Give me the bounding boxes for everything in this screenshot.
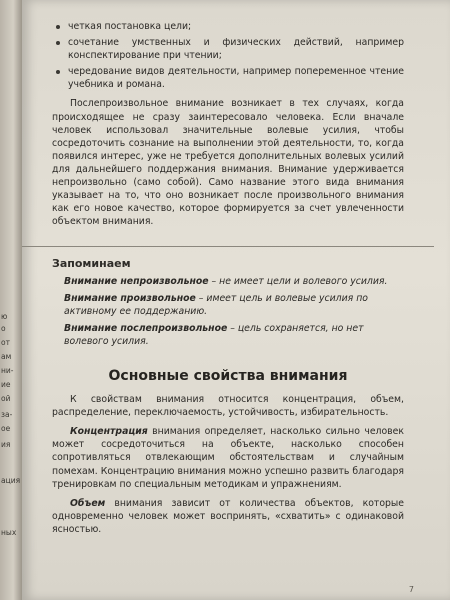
- definition-text: – цель сохраняется, но нет волевого усилия.: [64, 322, 364, 347]
- definition-post-voluntary: [52, 322, 404, 348]
- paragraph-concentration: [52, 425, 404, 490]
- left-page-fragment: от: [1, 338, 10, 347]
- definition-text: – не имеет цели и волевого усилия.: [208, 275, 388, 287]
- concentration-text: внимания определяет, насколько сильно человек может сосредоточиться на объекте, насколько способен сопротивляться отвлекающим обстоятельствам и случайным помехам. Концентрацию внимания можно успешно развить благодаря тренировкам по специальным методикам и упражнениям.: [52, 426, 404, 490]
- keyword-concentration: Концентрация: [70, 426, 148, 438]
- left-page-fragment: ам: [1, 352, 12, 361]
- divider-line: [22, 246, 434, 247]
- bullet-item: сочетание умственных и физических действий, например конспектирование при чтении;: [52, 36, 404, 62]
- bullet-item: четкая постановка цели;: [52, 20, 404, 33]
- left-page-fragment: ация: [1, 476, 21, 485]
- bullet-item: чередование видов деятельности, например попеременное чтение учебника и романа.: [52, 65, 404, 91]
- bullet-list: [52, 20, 404, 91]
- definition-term: Внимание непроизвольное: [64, 275, 209, 287]
- adjacent-left-page: [0, 0, 22, 600]
- page-content: [52, 20, 404, 536]
- remember-title: Запоминаем: [52, 257, 131, 271]
- left-page-fragment: ных: [1, 528, 17, 537]
- left-page-fragment: ю: [1, 312, 8, 321]
- definition-text: – имеет цель и волевые усилия по активному ее поддержанию.: [64, 292, 368, 317]
- definition-involuntary: [52, 275, 404, 288]
- keyword-volume: Объем: [70, 497, 106, 509]
- book-page: [22, 0, 450, 600]
- left-page-fragment: ой: [1, 394, 11, 403]
- left-page-fragment: ни-: [1, 366, 14, 375]
- paragraph-properties: К свойствам внимания относится концентрация, объем, распределение, переключаемость, устойчивость, избирательность.: [52, 394, 404, 419]
- definition-voluntary: [52, 292, 404, 318]
- left-page-fragment: ия: [1, 440, 11, 449]
- left-page-fragment: ое: [1, 424, 11, 433]
- left-page-fragment: ие: [1, 380, 11, 389]
- left-page-fragment: за-: [1, 410, 13, 419]
- left-page-fragment: о: [1, 324, 6, 333]
- section-heading: Основные свойства внимания: [108, 367, 348, 384]
- paragraph-volume: [52, 497, 404, 536]
- definition-term: Внимание произвольное: [64, 292, 196, 304]
- volume-text: внимания зависит от количества объектов, которые одновременно человек может воспринять, «схватить» с одинаковой ясностью.: [52, 497, 404, 535]
- paragraph-post-voluntary: Послепроизвольное внимание возникает в тех случаях, когда происходящее не сразу заинтересовало человека. Если вначале человек использовал значительные волевые усилия, чтобы сосредоточить сознание на выполнении этой деятельности, то, когда появился интерес, уже не требуется дополнительных волевых усилий для дальнейшего поддержания внимания. Внимание удерживается непроизвольно (само собой). Само название этого вида внимания указывает на то, что оно возникает после произвольного внимания как его новое качество, которое формируется за счет увлеченности объектом внимания.: [52, 98, 404, 228]
- page-number: 7: [408, 585, 414, 594]
- definition-term: Внимание послепроизвольное: [64, 322, 228, 334]
